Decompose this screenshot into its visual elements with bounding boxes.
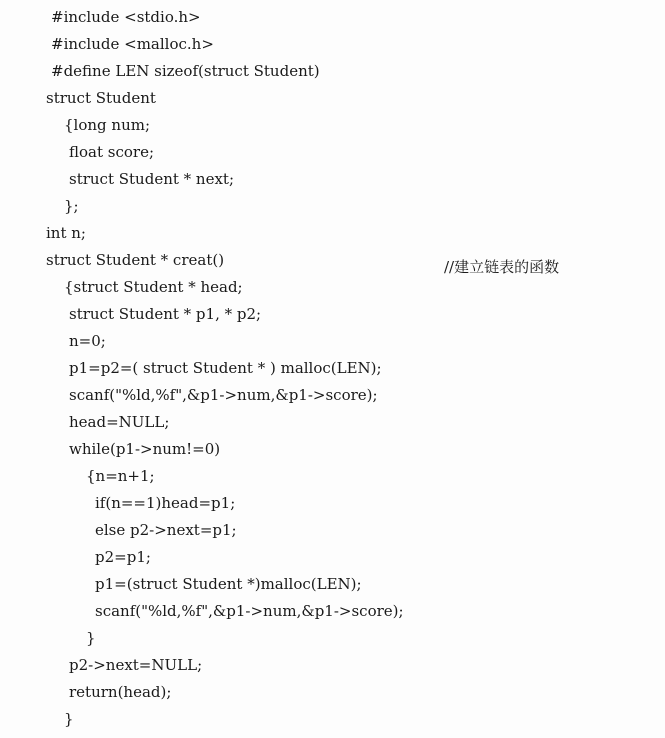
code-line: p1=(struct Student *)malloc(LEN); (95, 575, 362, 593)
code-line: struct Student * p1, * p2; (69, 305, 262, 323)
code-line: scanf("%ld,%f",&p1->num,&p1->score); (69, 386, 378, 404)
code-line: } (86, 629, 96, 647)
code-line: struct Student * creat() (46, 251, 225, 269)
code-line: {struct Student * head; (64, 278, 243, 296)
code-line: }; (64, 197, 79, 215)
code-line: {n=n+1; (86, 467, 155, 485)
code-line: return(head); (69, 683, 172, 701)
code-line: int n; (46, 224, 86, 242)
code-line: p2=p1; (95, 548, 151, 566)
code-line: p1=p2=( struct Student * ) malloc(LEN); (69, 359, 382, 377)
code-line: while(p1->num!=0) (69, 440, 221, 458)
code-line: head=NULL; (69, 413, 170, 431)
code-line: else p2->next=p1; (95, 521, 237, 539)
code-line: } (64, 710, 74, 728)
code-line: struct Student * next; (69, 170, 234, 188)
code-line: struct Student (46, 89, 156, 107)
code-line: #include <malloc.h> (51, 35, 214, 53)
code-line: #include <stdio.h> (51, 8, 201, 26)
code-line: float score; (69, 143, 155, 161)
code-line: p2->next=NULL; (69, 656, 203, 674)
code-line: if(n==1)head=p1; (95, 494, 236, 512)
code-line: #define LEN sizeof(struct Student) (51, 62, 320, 80)
code-line: {long num; (64, 116, 151, 134)
code-line: n=0; (69, 332, 106, 350)
code-comment: //建立链表的函数 (444, 258, 560, 276)
code-line: scanf("%ld,%f",&p1->num,&p1->score); (95, 602, 404, 620)
